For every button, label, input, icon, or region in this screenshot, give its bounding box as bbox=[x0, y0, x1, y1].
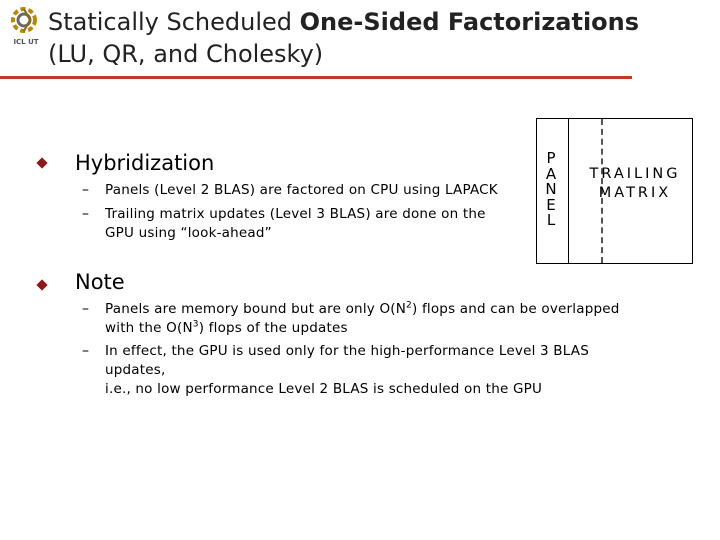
title-line1-prefix: Statically Scheduled bbox=[48, 8, 300, 36]
gear-logo-icon bbox=[6, 6, 42, 38]
panel-letter: P bbox=[546, 149, 556, 167]
trailing-matrix-label bbox=[577, 165, 693, 203]
bullet-diamond-icon bbox=[36, 279, 47, 290]
list-item-line: GPU using “look-ahead” bbox=[105, 225, 272, 241]
dash-marker: – bbox=[82, 301, 89, 317]
panel-label bbox=[543, 151, 559, 229]
list-item-line: i.e., no low performance Level 2 BLAS is scheduled on the GPU bbox=[105, 381, 543, 397]
list-item: Panels (Level 2 BLAS) are factored on CPU using LAPACK bbox=[105, 182, 498, 198]
list-item bbox=[105, 342, 589, 399]
list-item bbox=[105, 300, 620, 338]
panel-letter: N bbox=[545, 180, 557, 198]
list-item-line: In effect, the GPU is used only for the high-performance Level 3 BLAS bbox=[105, 343, 589, 359]
text-run: Panels are memory bound but are only O(N bbox=[105, 301, 407, 317]
icl-logo bbox=[6, 6, 42, 50]
text-run: ) flops and can be overlapped bbox=[411, 301, 620, 317]
panel-letter: L bbox=[546, 211, 556, 229]
panel-letter: E bbox=[546, 195, 556, 214]
panel-boundary-line bbox=[568, 119, 569, 263]
panel-trailing-matrix-diagram bbox=[536, 118, 693, 264]
section-heading-hybridization: Hybridization bbox=[75, 151, 215, 175]
superscript: 2 bbox=[406, 300, 412, 311]
dash-marker: – bbox=[82, 182, 89, 198]
panel-letter: A bbox=[545, 164, 557, 183]
slide-title bbox=[48, 6, 708, 70]
list-item bbox=[105, 205, 486, 243]
text-run: ) flops of the updates bbox=[198, 320, 348, 336]
list-item-line bbox=[105, 319, 620, 338]
bullet-diamond-icon bbox=[36, 157, 47, 168]
section-heading-note: Note bbox=[75, 270, 125, 294]
logo-text: ICL UT bbox=[13, 38, 39, 46]
title-underline bbox=[0, 76, 632, 79]
list-item-line bbox=[105, 300, 620, 319]
trailing-label-line: TRAILING bbox=[589, 166, 681, 182]
title-line1-bold: One-Sided Factorizations bbox=[299, 8, 640, 36]
list-item-line: updates, bbox=[105, 362, 166, 378]
title-line2: (LU, QR, and Cholesky) bbox=[48, 40, 324, 68]
superscript: 3 bbox=[192, 319, 199, 330]
list-item-line: Trailing matrix updates (Level 3 BLAS) are done on the bbox=[105, 206, 486, 222]
dash-marker: – bbox=[82, 206, 89, 222]
text-run: with the O(N bbox=[105, 320, 193, 336]
dash-marker: – bbox=[82, 343, 89, 359]
trailing-label-line: MATRIX bbox=[598, 185, 672, 201]
